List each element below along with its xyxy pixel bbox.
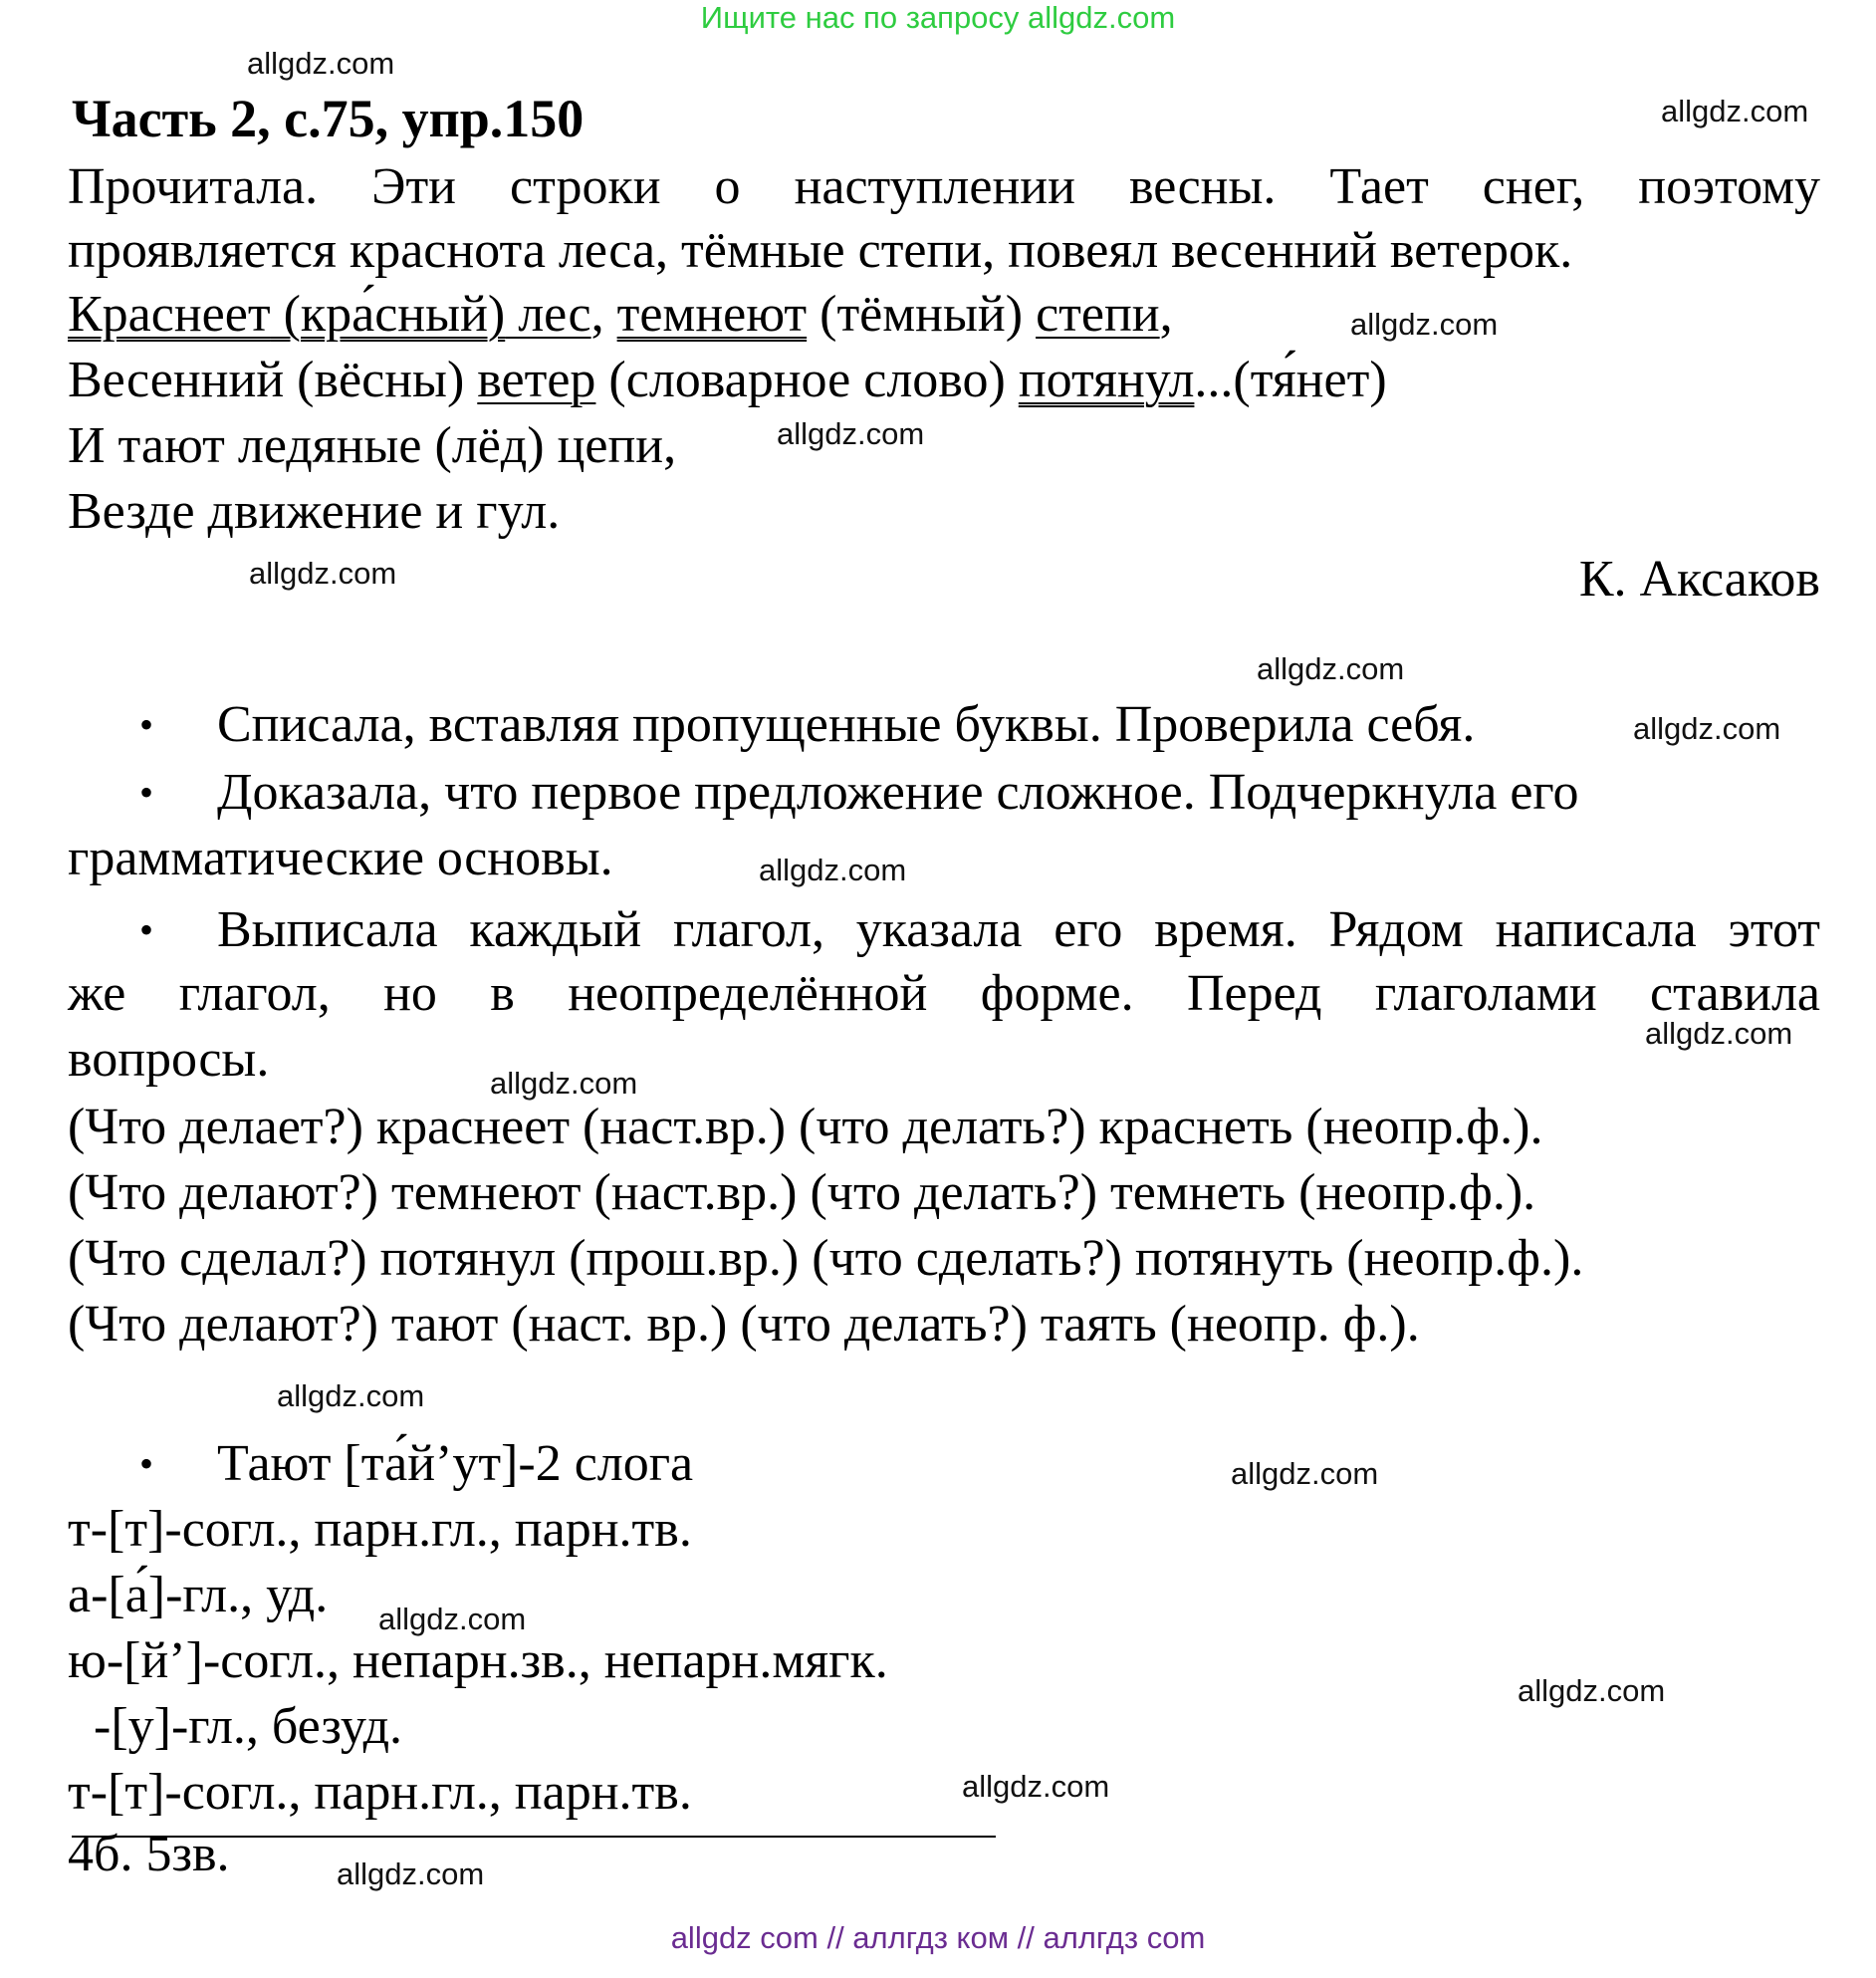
footer-links[interactable]: allgdz com // аллгдз ком // аллгдз com (670, 1920, 1206, 1955)
phonetic-row-2: а-[а́]-гл., уд. (68, 1567, 329, 1623)
bullet-icon: • (139, 907, 154, 952)
phonetic-row-4: -[у]-гл., безуд. (68, 1698, 403, 1755)
poem-word: (кра́сный) (270, 286, 506, 343)
predicate-underlined: темнеют (616, 286, 808, 343)
predicate-underlined: Краснеет (68, 286, 271, 343)
watermark: allgdz.com (1231, 1456, 1379, 1491)
watermark: allgdz.com (777, 416, 925, 451)
watermark: allgdz.com (759, 853, 907, 887)
poem-word: (тёмный) (807, 286, 1037, 343)
verb-row-2: (Что делают?) темнеют (наст.вр.) (что делать?) темнеть (неопр.ф.). (68, 1164, 1536, 1221)
watermark: allgdz.com (378, 1602, 527, 1636)
task-1: Списала, вставляя пропущенные буквы. Проверила себя. (217, 696, 1476, 753)
watermark: allgdz.com (1633, 711, 1781, 746)
phonetic-row-1: т-[т]-согл., парн.гл., парн.тв. (68, 1501, 692, 1558)
subject-underlined: ветер (477, 352, 596, 408)
watermark: allgdz.com (962, 1769, 1110, 1804)
watermark: allgdz.com (337, 1856, 485, 1891)
watermark: allgdz.com (1518, 1673, 1666, 1708)
watermark: allgdz.com (1661, 94, 1809, 128)
predicate-underlined: потянул (1018, 352, 1195, 408)
verb-row-4: (Что делают?) тают (наст. вр.) (что делать?) таять (неопр. ф.). (68, 1296, 1420, 1353)
intro-line-2: проявляется краснота леса, тёмные степи, повеял весенний ветерок. (68, 222, 1573, 279)
verb-row-1: (Что делает?) краснеет (наст.вр.) (что делать?) краснеть (неопр.ф.). (68, 1099, 1543, 1155)
task-2-line-2: грамматические основы. (68, 830, 613, 886)
task-3-line-1: Выписала каждый глагол, указала его время. Рядом написала этот (217, 901, 1820, 958)
watermark: allgdz.com (1257, 651, 1405, 686)
watermark: allgdz.com (249, 556, 397, 591)
watermark: allgdz.com (277, 1378, 425, 1413)
phonetic-heading: Тают [та́й’ут]-2 слога (217, 1435, 694, 1492)
top-banner[interactable]: Ищите нас по запросу allgdz.com (700, 0, 1176, 35)
page-title: Часть 2, с.75, упр.150 (72, 89, 585, 148)
bullet-icon: • (139, 770, 154, 815)
bullet-icon: • (139, 1441, 154, 1486)
phonetic-row-3: ю-[й’]-согл., непарн.зв., непарн.мягк. (68, 1632, 888, 1689)
poem-word: (словарное слово) (595, 352, 1019, 408)
poem-word: , (1159, 286, 1173, 343)
poem-line-4: Везде движение и гул. (68, 483, 561, 540)
poem-author: К. Аксаков (1578, 551, 1820, 608)
poem-word: , (590, 286, 617, 343)
phonetic-row-5: т-[т]-согл., парн.гл., парн.тв. (68, 1764, 692, 1821)
watermark: allgdz.com (1350, 307, 1499, 342)
poem-word: Весенний (вёсны) (68, 352, 478, 408)
task-3-line-3: вопросы. (68, 1031, 270, 1088)
subject-underlined: степи (1036, 286, 1160, 343)
intro-line-1: Прочитала. Эти строки о наступлении весны. Тает снег, поэтому (68, 158, 1820, 215)
task-3-line-2: же глагол, но в неопределённой форме. Перед глаголами ставила (68, 965, 1820, 1022)
poem-word: ...(тя́нет) (1194, 352, 1387, 408)
poem-line-1 (68, 285, 1173, 345)
subject-underlined: лес (505, 286, 591, 343)
poem-line-3: И тают ледяные (лёд) цепи, (68, 417, 677, 474)
phonetic-total: 4б. 5зв. (68, 1826, 230, 1882)
bullet-icon: • (139, 702, 154, 747)
verb-row-3: (Что сделал?) потянул (прош.вр.) (что сделать?) потянуть (неопр.ф.). (68, 1230, 1584, 1287)
watermark: allgdz.com (490, 1066, 638, 1101)
task-2-line-1: Доказала, что первое предложение сложное. Подчеркнула его (217, 764, 1579, 821)
poem-line-2 (68, 351, 1387, 410)
watermark: allgdz.com (247, 46, 395, 81)
watermark: allgdz.com (1645, 1016, 1793, 1051)
